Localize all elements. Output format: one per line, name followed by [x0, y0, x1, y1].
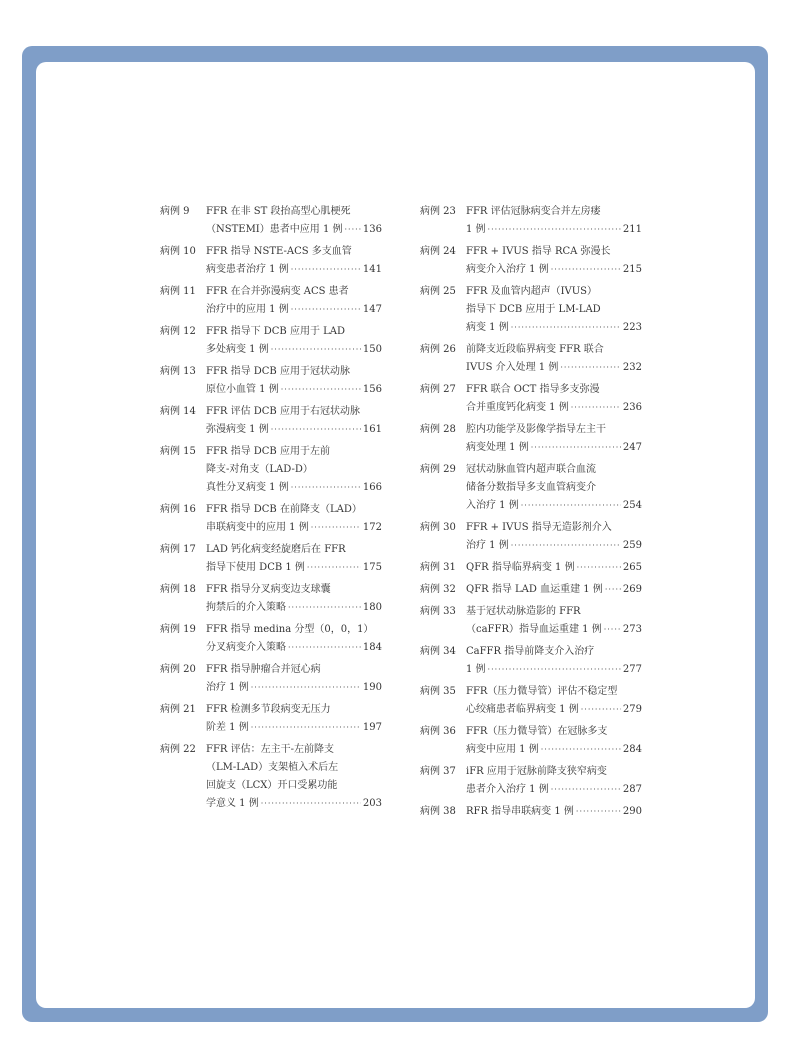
- entry-title-line: FFR 及血管内超声（IVUS）: [466, 286, 598, 297]
- entry-title-line: iFR 应用于冠脉前降支狭窄病变: [466, 766, 607, 777]
- entry-title-line: FFR 指导下 DCB 应用于 LAD: [206, 326, 346, 337]
- page-number: 215: [622, 264, 642, 275]
- entry-title-line: FFR 指导肿瘤合并冠心病: [206, 664, 321, 675]
- toc-entry[interactable]: [160, 741, 382, 813]
- page-number: 290: [622, 806, 642, 817]
- toc-entry[interactable]: [160, 501, 382, 537]
- entry-title-line: 病变介入治疗 1 例: [466, 264, 549, 275]
- case-number: 病例 24: [420, 246, 456, 257]
- toc-entry[interactable]: [160, 243, 382, 279]
- page-sheet: [36, 62, 755, 1008]
- entry-title-line: 心绞痛患者临界病变 1 例: [466, 704, 579, 715]
- entry-title-line: FFR 评估 DCB 应用于右冠状动脉: [206, 406, 360, 417]
- toc-entry[interactable]: [160, 363, 382, 399]
- case-number: 病例 35: [420, 686, 456, 697]
- toc-entry[interactable]: [420, 683, 642, 719]
- entry-title-line: 治疗 1 例: [466, 540, 509, 551]
- dot-leader: [288, 599, 361, 617]
- page-number: 259: [622, 540, 642, 551]
- dot-leader: [281, 381, 361, 399]
- entry-title-line: 储备分数指导多支血管病变介: [466, 482, 596, 493]
- entry-title-line: FFR 指导 NSTE-ACS 多支血管: [206, 246, 352, 257]
- entry-title-line: FFR 检测多节段病变无压力: [206, 704, 331, 715]
- dot-leader: [288, 639, 361, 657]
- case-number: 病例 25: [420, 286, 456, 297]
- entry-title-line: 基于冠状动脉造影的 FFR: [466, 606, 581, 617]
- entry-title-line: 入治疗 1 例: [466, 500, 519, 511]
- page-number: 197: [362, 722, 382, 733]
- toc-entry[interactable]: [420, 421, 642, 457]
- entry-title-line: QFR 指导 LAD 血运重建 1 例: [466, 584, 603, 595]
- entry-title-line: 原位小血管 1 例: [206, 384, 279, 395]
- entry-title-line: CaFFR 指导前降支介入治疗: [466, 646, 595, 657]
- dot-leader: [604, 621, 621, 639]
- case-number: 病例 33: [420, 606, 456, 617]
- entry-title-line: IVUS 介入处理 1 例: [466, 362, 559, 373]
- page-number: 180: [362, 602, 382, 613]
- dot-leader: [488, 661, 621, 679]
- dot-leader: [307, 559, 361, 577]
- page-number: 277: [622, 664, 642, 675]
- case-number: 病例 38: [420, 806, 456, 817]
- toc-entry[interactable]: [420, 519, 642, 555]
- entry-title-line: FFR + IVUS 指导无造影剂介入: [466, 522, 612, 533]
- dot-leader: [291, 301, 361, 319]
- case-number: 病例 26: [420, 344, 456, 355]
- case-number: 病例 11: [160, 286, 196, 297]
- entry-title-line: 分叉病变介入策略: [206, 642, 286, 653]
- entry-title-line: FFR 指导 DCB 应用于左前: [206, 446, 330, 457]
- entry-title-line: 合并重度钙化病变 1 例: [466, 402, 569, 413]
- page-number: 287: [622, 784, 642, 795]
- case-number: 病例 14: [160, 406, 196, 417]
- entry-title-line: （caFFR）指导血运重建 1 例: [466, 624, 602, 635]
- toc-entry[interactable]: [420, 643, 642, 679]
- case-number: 病例 31: [420, 562, 456, 573]
- case-number: 病例 28: [420, 424, 456, 435]
- page-number: 279: [622, 704, 642, 715]
- dot-leader: [344, 221, 360, 239]
- page-number: 223: [622, 322, 642, 333]
- entry-title-line: 指导下使用 DCB 1 例: [206, 562, 305, 573]
- page-number: 175: [362, 562, 382, 573]
- toc-entry[interactable]: [420, 243, 642, 279]
- entry-title-line: 1 例: [466, 664, 486, 675]
- entry-title-line: 串联病变中的应用 1 例: [206, 522, 309, 533]
- dot-leader: [560, 359, 621, 377]
- entry-title-line: 真性分叉病变 1 例: [206, 482, 289, 493]
- dot-leader: [577, 559, 621, 577]
- entry-title-line: FFR 指导 DCB 应用于冠状动脉: [206, 366, 350, 377]
- dot-leader: [488, 221, 621, 239]
- case-number: 病例 10: [160, 246, 196, 257]
- toc-entry[interactable]: [420, 581, 642, 599]
- entry-title-line: QFR 指导临界病变 1 例: [466, 562, 575, 573]
- dot-leader: [531, 439, 621, 457]
- case-number: 病例 27: [420, 384, 456, 395]
- page-number: 141: [362, 264, 382, 275]
- dot-leader: [511, 537, 621, 555]
- entry-title-line: FFR（压力微导管）在冠脉多支: [466, 726, 608, 737]
- toc-entry[interactable]: [420, 461, 642, 515]
- entry-title-line: 1 例: [466, 224, 486, 235]
- page-number: 166: [362, 482, 382, 493]
- dot-leader: [571, 399, 621, 417]
- page-number: 211: [622, 224, 642, 235]
- dot-leader: [521, 497, 621, 515]
- toc-entry[interactable]: [420, 559, 642, 577]
- page-number: 265: [622, 562, 642, 573]
- case-number: 病例 23: [420, 206, 456, 217]
- dot-leader: [581, 701, 621, 719]
- entry-title-line: 指导下 DCB 应用于 LM-LAD: [466, 304, 601, 315]
- dot-leader: [551, 781, 621, 799]
- case-number: 病例 36: [420, 726, 456, 737]
- toc-entry[interactable]: [160, 203, 382, 239]
- toc-entry[interactable]: [420, 723, 642, 759]
- entry-title-line: FFR 指导 DCB 在前降支（LAD）: [206, 504, 362, 515]
- entry-title-line: 降支-对角支（LAD-D）: [206, 464, 313, 475]
- page-number: 156: [362, 384, 382, 395]
- toc-entry[interactable]: [420, 203, 642, 239]
- case-number: 病例 29: [420, 464, 456, 475]
- dot-leader: [605, 581, 621, 599]
- dot-leader: [271, 341, 361, 359]
- toc-entry[interactable]: [160, 403, 382, 439]
- entry-title-line: （LM-LAD）支架植入术后左: [206, 762, 339, 773]
- entry-title-line: 治疗 1 例: [206, 682, 249, 693]
- page-number: 172: [362, 522, 382, 533]
- entry-title-line: 冠状动脉血管内超声联合血流: [466, 464, 596, 475]
- entry-title-line: FFR 在合并弥漫病变 ACS 患者: [206, 286, 349, 297]
- toc-entry[interactable]: [160, 581, 382, 617]
- case-number: 病例 22: [160, 744, 196, 755]
- page-number: 161: [362, 424, 382, 435]
- toc-column-left: [160, 203, 382, 817]
- entry-title-line: FFR 联合 OCT 指导多支弥漫: [466, 384, 600, 395]
- case-number: 病例 13: [160, 366, 196, 377]
- entry-title-line: FFR 评估冠脉病变合并左房瘘: [466, 206, 601, 217]
- entry-title-line: 病变患者治疗 1 例: [206, 264, 289, 275]
- entry-title-line: 前降支近段临界病变 FFR 联合: [466, 344, 604, 355]
- case-number: 病例 37: [420, 766, 456, 777]
- toc-entry[interactable]: [160, 283, 382, 319]
- case-number: 病例 20: [160, 664, 196, 675]
- entry-title-line: 病变处理 1 例: [466, 442, 529, 453]
- page-number: 184: [362, 642, 382, 653]
- entry-title-line: 学意义 1 例: [206, 798, 259, 809]
- page-number: 136: [362, 224, 382, 235]
- entry-title-line: 拘禁后的介入策略: [206, 602, 286, 613]
- page-number: 147: [362, 304, 382, 315]
- toc-entry[interactable]: [420, 381, 642, 417]
- case-number: 病例 30: [420, 522, 456, 533]
- case-number: 病例 16: [160, 504, 196, 515]
- entry-title-line: FFR 在非 ST 段抬高型心肌梗死: [206, 206, 351, 217]
- page-number: 190: [362, 682, 382, 693]
- toc-entry[interactable]: [420, 603, 642, 639]
- entry-title-line: FFR（压力微导管）评估不稳定型: [466, 686, 618, 697]
- case-number: 病例 15: [160, 446, 196, 457]
- page-number: 203: [362, 798, 382, 809]
- toc-entry[interactable]: [420, 763, 642, 799]
- entry-title-line: 患者介入治疗 1 例: [466, 784, 549, 795]
- page-number: 150: [362, 344, 382, 355]
- dot-leader: [291, 479, 361, 497]
- page-number: 284: [622, 744, 642, 755]
- dot-leader: [251, 719, 361, 737]
- toc-entry[interactable]: [160, 541, 382, 577]
- entry-title-line: 回旋支（LCX）开口受累功能: [206, 780, 338, 791]
- entry-title-line: FFR 指导分叉病变边支球囊: [206, 584, 331, 595]
- toc-entry[interactable]: [160, 621, 382, 657]
- entry-title-line: 阶差 1 例: [206, 722, 249, 733]
- entry-title-line: FFR + IVUS 指导 RCA 弥漫长: [466, 246, 611, 257]
- entry-title-line: 治疗中的应用 1 例: [206, 304, 289, 315]
- case-number: 病例 12: [160, 326, 196, 337]
- case-number: 病例 19: [160, 624, 196, 635]
- entry-title-line: 病变 1 例: [466, 322, 509, 333]
- case-number: 病例 32: [420, 584, 456, 595]
- dot-leader: [271, 421, 361, 439]
- case-number: 病例 9: [160, 206, 190, 217]
- dot-leader: [311, 519, 361, 537]
- case-number: 病例 18: [160, 584, 196, 595]
- dot-leader: [511, 319, 621, 337]
- case-number: 病例 34: [420, 646, 456, 657]
- case-number: 病例 17: [160, 544, 196, 555]
- case-number: 病例 21: [160, 704, 196, 715]
- toc-entry[interactable]: [420, 283, 642, 337]
- page-number: 236: [622, 402, 642, 413]
- dot-leader: [541, 741, 621, 759]
- dot-leader: [291, 261, 361, 279]
- toc-entry[interactable]: [160, 323, 382, 359]
- entry-title-line: 弥漫病变 1 例: [206, 424, 269, 435]
- page-number: 273: [622, 624, 642, 635]
- toc-entry[interactable]: [160, 443, 382, 497]
- toc-entry[interactable]: [160, 661, 382, 697]
- entry-title-line: 腔内功能学及影像学指导左主干: [466, 424, 606, 435]
- toc-entry[interactable]: [420, 341, 642, 377]
- page-number: 232: [622, 362, 642, 373]
- dot-leader: [576, 803, 621, 821]
- entry-title-line: （NSTEMI）患者中应用 1 例: [206, 224, 343, 235]
- toc-column-right: [420, 203, 642, 825]
- dot-leader: [261, 795, 361, 813]
- entry-title-line: RFR 指导串联病变 1 例: [466, 806, 574, 817]
- dot-leader: [551, 261, 621, 279]
- toc-entry[interactable]: [160, 701, 382, 737]
- entry-title-line: LAD 钙化病变经旋磨后在 FFR: [206, 544, 346, 555]
- toc-entry[interactable]: [420, 803, 642, 821]
- page-number: 247: [622, 442, 642, 453]
- entry-title-line: 病变中应用 1 例: [466, 744, 539, 755]
- entry-title-line: FFR 评估：左主干-左前降支: [206, 744, 334, 755]
- page-number: 269: [622, 584, 642, 595]
- entry-title-line: 多处病变 1 例: [206, 344, 269, 355]
- entry-title-line: FFR 指导 medina 分型（0，0，1）: [206, 624, 374, 635]
- page-number: 254: [622, 500, 642, 511]
- dot-leader: [251, 679, 361, 697]
